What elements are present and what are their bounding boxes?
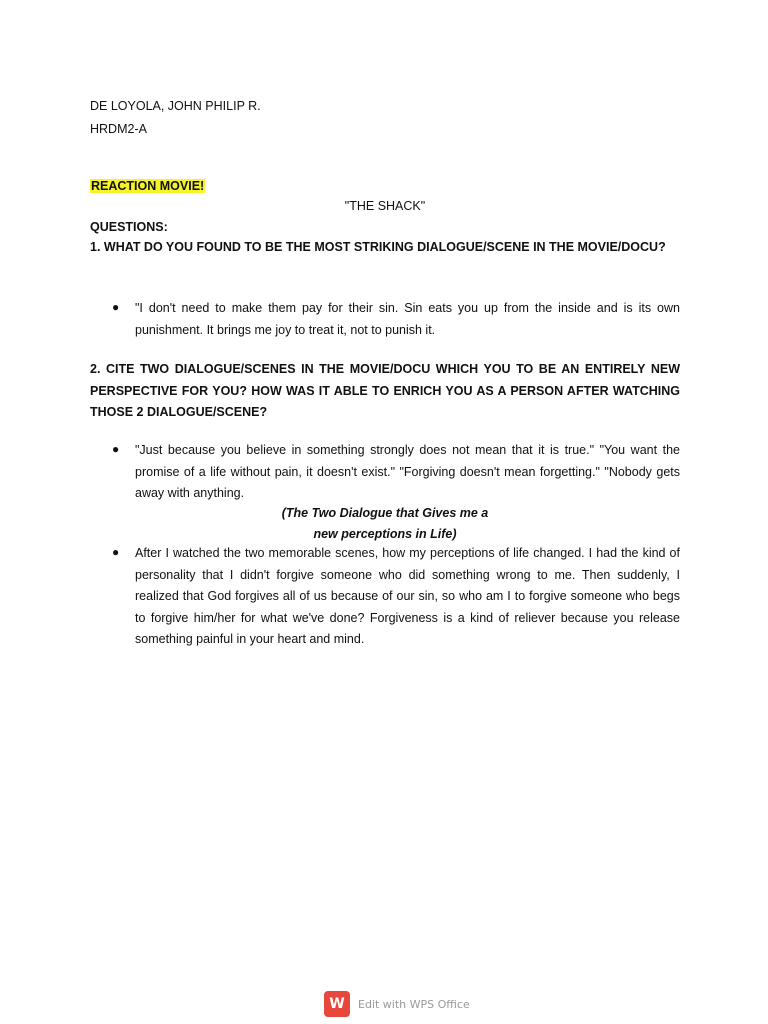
- wps-edit-label[interactable]: Edit with WPS Office: [358, 997, 470, 1011]
- answer-2-bullet-2: [112, 543, 680, 651]
- student-name: DE LOYOLA, JOHN PHILIP R.: [90, 99, 261, 113]
- wps-logo-icon: W: [324, 991, 350, 1017]
- wps-edit-footer[interactable]: [324, 990, 470, 1018]
- answer-1-bullet: [112, 298, 680, 341]
- caption-line-2: new perceptions in Life): [313, 527, 457, 541]
- movie-title: "THE SHACK": [344, 199, 426, 213]
- answer-2-bullet-1: [112, 440, 680, 505]
- question-2: 2. CITE TWO DIALOGUE/SCENES IN THE MOVIE/DOCU WHICH YOU TO BE AN ENTIRELY NEW PERSPECTIVE FOR YOU? HOW WAS IT ABLE TO ENRICH YOU AS A PERSON AFTER WATCHING THOSE 2 DIALOGUE/SCENE?: [90, 362, 680, 419]
- bullet-icon: ●: [112, 300, 120, 314]
- caption-line-1: (The Two Dialogue that Gives me a: [281, 506, 489, 520]
- reaction-heading: [90, 177, 205, 195]
- bullet-icon: ●: [112, 545, 120, 559]
- questions-label: QUESTIONS:: [90, 220, 168, 234]
- question-1: 1. WHAT DO YOU FOUND TO BE THE MOST STRIKING DIALOGUE/SCENE IN THE MOVIE/DOCU?: [90, 240, 666, 254]
- student-section: HRDM2-A: [90, 122, 147, 136]
- bullet-icon: ●: [112, 442, 120, 456]
- answer-2-text-2: After I watched the two memorable scenes, how my perceptions of life changed. I had the kind of personality that I didn't forgive someone who did something wrong to me. Then suddenly, I realized that God forgives all of us because of our sin, so who am I to forgive someone who begs to forgive him/her for what we've done? Forgiveness is a kind of reliever because you release something painful in your heart and mind.: [135, 546, 680, 646]
- answer-1-text: "I don't need to make them pay for their sin. Sin eats you up from the inside and is its own punishment. It brings me joy to treat it, not to punish it.: [135, 301, 680, 337]
- answer-2-text-1: "Just because you believe in something strongly does not mean that it is true." "You want the promise of a life without pain, it doesn't exist." "Forgiving doesn't mean forgetting." "Nobody gets away with anything.: [135, 443, 680, 500]
- reaction-heading-highlight: REACTION MOVIE!: [91, 179, 205, 193]
